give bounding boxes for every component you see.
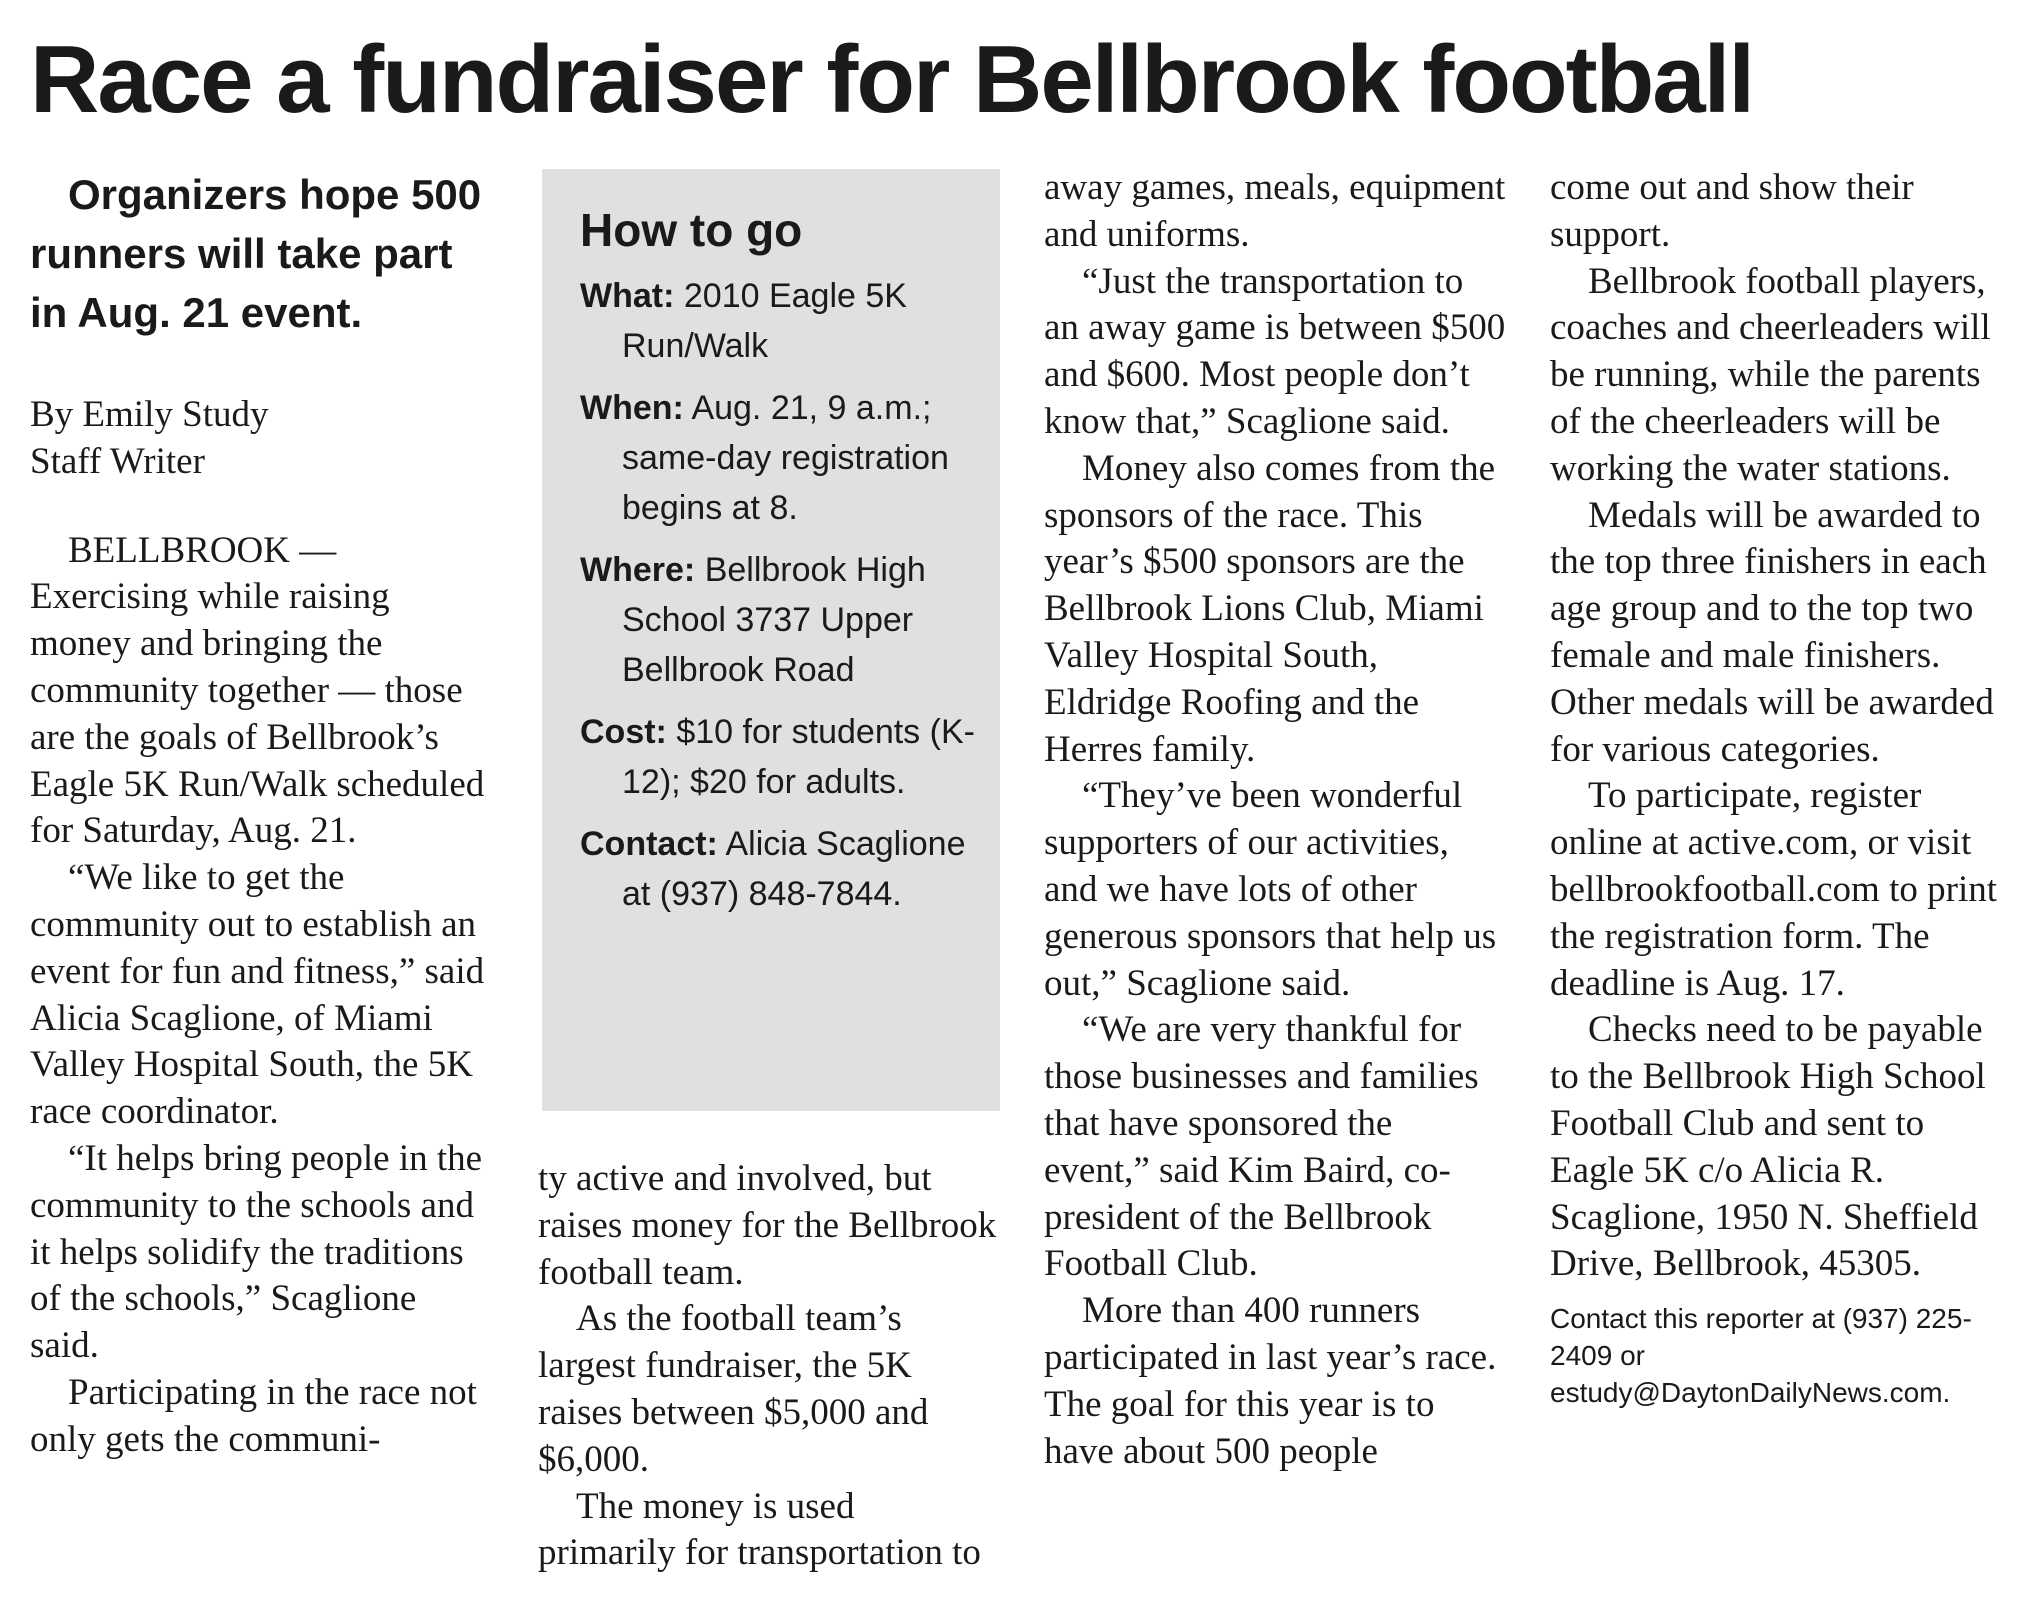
paragraph: The money is used primarily for transportation to <box>538 1485 981 1574</box>
paragraph: ty active and involved, but raises money for the Bellbrook football team. <box>538 1158 997 1293</box>
paragraph: “They’ve been wonderful supporters of our activities, and we have lots of other generous sponsors that help us out,” Scaglione said. <box>1044 775 1497 1004</box>
paragraph: Bellbrook football players, coaches and cheerleaders will be running, while the parents of the cheerleaders will be working the water stations. <box>1550 260 1991 489</box>
sidebar-item-where <box>580 545 976 695</box>
paragraph: BELLBROOK — Exercising while raising money and bringing the community together — those are the goals of Bellbrook’s Eagle 5K Run/Walk scheduled for Saturday, Aug. 21. <box>30 529 485 852</box>
paragraph: “We like to get the community out to establish an event for fun and fitness,” said Alicia Scaglione, of Miami Valley Hospital South, the 5K race coordinator. <box>30 857 485 1133</box>
paragraph: As the football team’s largest fundraiser, the 5K raises between $5,000 and $6,000. <box>538 1298 929 1480</box>
how-to-go-title: How to go <box>580 204 803 256</box>
article-column-4 <box>1550 165 2012 1411</box>
paragraph: More than 400 runners participated in last year’s race. The goal for this year is to have about 500 people <box>1044 1290 1497 1472</box>
sidebar-text: Aug. 21, 9 a.m.; same-day registration begins at 8. <box>622 389 949 527</box>
paragraph: Checks need to be payable to the Bellbrook High School Football Club and sent to Eagle 5K c/o Alicia R. Scaglione, 1950 N. Sheffield Drive, Bellbrook, 45305. <box>1550 1009 1986 1285</box>
byline-title: Staff Writer <box>30 440 205 482</box>
paragraph: come out and show their support. <box>1550 167 1914 255</box>
byline-author: By Emily Study <box>30 394 269 435</box>
sidebar-item-what <box>580 271 976 371</box>
paragraph: “It helps bring people in the community to the schools and it helps solidify the traditions of the schools,” Scaglione said. <box>30 1137 483 1367</box>
paragraph: Participating in the race not only gets the communi- <box>30 1371 477 1460</box>
sidebar-label: When: <box>580 389 684 427</box>
sidebar-label: Where: <box>580 551 696 589</box>
sidebar-item-cost <box>580 707 976 807</box>
article-column-1 <box>30 165 492 1464</box>
reporter-contact: Contact this reporter at (937) 225-2409 or estudy@DaytonDailyNews.com. <box>1550 1303 1972 1409</box>
sidebar-text: Alicia Scaglione at (937) 848-7844. <box>622 825 966 913</box>
sidebar-label: What: <box>580 277 675 315</box>
sidebar-text: $10 for students (K-12); $20 for adults. <box>622 713 975 801</box>
paragraph: To participate, register online at active.com, or visit bellbrookfootball.com to print the registration form. The deadline is Aug. 17. <box>1550 775 1997 1004</box>
sidebar-label: Cost: <box>580 713 667 751</box>
sidebar-label: Contact: <box>580 825 718 863</box>
headline: Race a fundraiser for Bellbrook football <box>30 26 1753 133</box>
how-to-go-box <box>542 169 1000 1111</box>
article-column-2 <box>538 1156 1000 1577</box>
column-1-body <box>30 528 492 1464</box>
article-column-3 <box>1044 165 1506 1475</box>
paragraph: away games, meals, equipment and uniforms. <box>1044 167 1506 255</box>
sidebar-item-when <box>580 383 976 533</box>
sidebar-text: 2010 Eagle 5K Run/Walk <box>622 277 907 365</box>
paragraph: Medals will be awarded to the top three finishers in each age group and to the top two female and male finishers. Other medals will be awarded for various categories. <box>1550 494 1994 770</box>
paragraph: Money also comes from the sponsors of the race. This year’s $500 sponsors are the Bellbrook Lions Club, Miami Valley Hospital South, Eldridge Roofing and the Herres family. <box>1044 447 1496 770</box>
deck: Organizers hope 500 runners will take part in Aug. 21 event. <box>30 171 482 336</box>
paragraph: “We are very thankful for those businesses and families that have sponsored the event,” said Kim Baird, co-president of the Bellbrook Football Club. <box>1044 1009 1479 1285</box>
paragraph: “Just the transportation to an away game is between $500 and $600. Most people don’t know that,” Scaglione said. <box>1044 260 1506 442</box>
sidebar-item-contact <box>580 819 976 919</box>
sidebar-text: Bellbrook High School 3737 Upper Bellbrook Road <box>622 551 926 689</box>
byline <box>30 392 492 486</box>
